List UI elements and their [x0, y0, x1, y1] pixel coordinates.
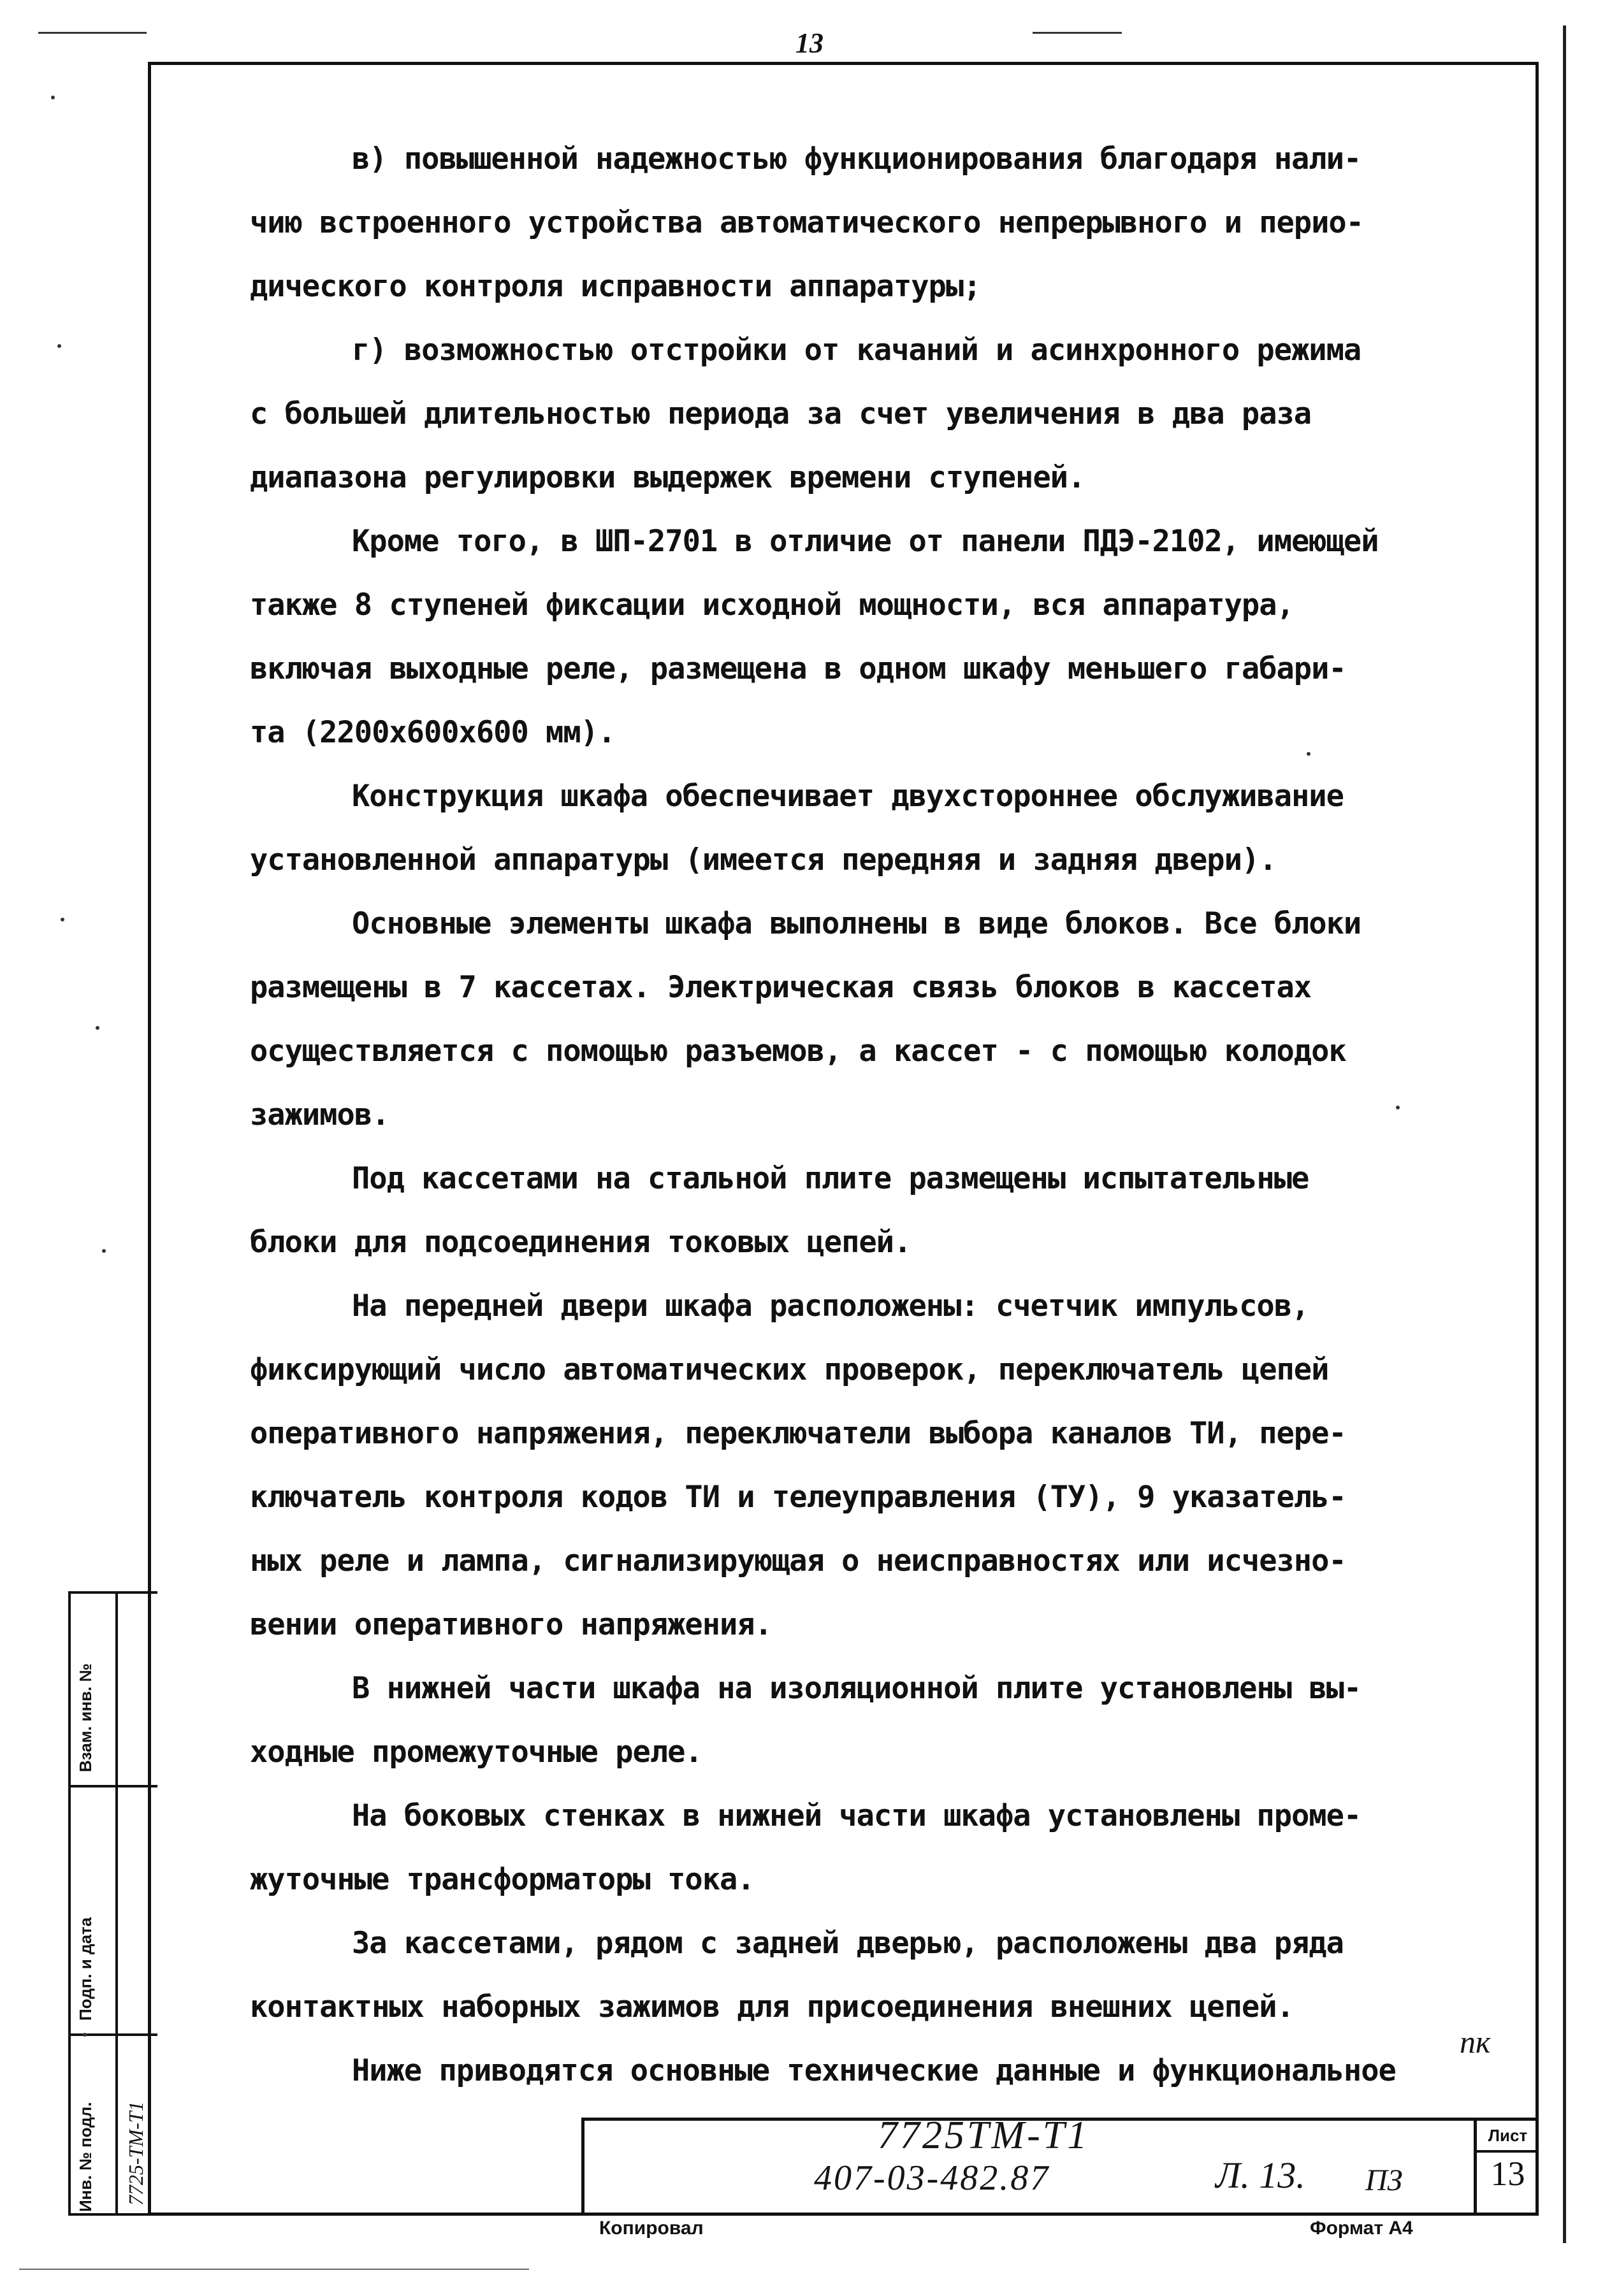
- right-edge-rule: [1563, 25, 1566, 2243]
- side-stamp-row: [71, 1785, 157, 1787]
- text-line: чию встроенного устройства автоматического непрерывного и перио-: [250, 205, 1363, 240]
- text-line: Конструкция шкафа обеспечивает двухстороннее обслуживание: [352, 779, 1344, 814]
- text-line: дического контроля исправности аппаратуры;: [250, 269, 981, 304]
- text-line: в) повышенной надежностью функционирования благодаря нали-: [352, 141, 1361, 177]
- text-line: включая выходные реле, размещена в одном шкафу меньшего габари-: [250, 651, 1346, 686]
- side-handwritten-inv: 7725-ТМ-Т1: [124, 2101, 147, 2206]
- text-line: На боковых стенках в нижней части шкафа установлены проме-: [352, 1798, 1361, 1833]
- text-line: В нижней части шкафа на изоляционной плите установлены вы-: [352, 1671, 1361, 1706]
- text-line: На передней двери шкафа расположены: счетчик импульсов,: [352, 1289, 1309, 1324]
- title-code-bottom: 407-03-482.87: [814, 2158, 1050, 2198]
- side-label-replace-inv: Взам. инв. №: [76, 1663, 95, 1772]
- text-line: За кассетами, рядом с задней дверью, расположены два ряда: [352, 1926, 1344, 1961]
- margin-note: пк: [1460, 2024, 1491, 2060]
- side-stamp: [68, 1591, 157, 2216]
- text-line: г) возможностью отстройки от качаний и асинхронного режима: [352, 333, 1361, 368]
- scan-speck: [1396, 1106, 1400, 1109]
- text-line: Кроме того, в ШП-2701 в отличие от панели ПДЭ-2102, имеющей: [352, 524, 1379, 559]
- text-line: та (2200х600х600 мм).: [250, 715, 616, 750]
- title-sheet-note: Л. 13.: [1216, 2155, 1305, 2196]
- footer-format: Формат А4: [1310, 2218, 1413, 2239]
- title-block: [581, 2114, 1539, 2216]
- scan-speck: [57, 344, 61, 348]
- text-line: зажимов.: [250, 1097, 389, 1132]
- body-text: [250, 127, 1525, 2103]
- text-line: ных реле и лампа, сигнализирующая о неисправностях или исчезно-: [250, 1543, 1346, 1578]
- text-line: Основные элементы шкафа выполнены в виде блоков. Все блоки: [352, 906, 1361, 941]
- text-line: жуточные трансформаторы тока.: [250, 1862, 755, 1897]
- top-scan-dash: [38, 32, 147, 34]
- text-line: Под кассетами на стальной плите размещены испытательные: [352, 1161, 1309, 1196]
- text-line: Ниже приводятся основные технические данные и функциональное: [352, 2053, 1396, 2088]
- text-line: также 8 ступеней фиксации исходной мощности, вся аппаратура,: [250, 588, 1294, 623]
- text-line: размещены в 7 кассетах. Электрическая связь блоков в кассетах: [250, 970, 1312, 1005]
- scan-speck: [61, 918, 64, 921]
- text-line: установленной аппаратуры (имеется передняя и задняя двери).: [250, 842, 1277, 877]
- sheet-label: Лист: [1477, 2121, 1539, 2153]
- side-stamp-divider: [115, 1594, 118, 2213]
- scan-speck: [1307, 752, 1310, 756]
- text-line: диапазона регулировки выдержек времени ступеней.: [250, 460, 1085, 495]
- footer-copied: Копировал: [599, 2218, 704, 2239]
- scan-speck: [51, 96, 55, 99]
- side-label-original-inv: Инв. № подл.: [76, 2102, 95, 2212]
- title-code-top: 7725ТМ-Т1: [878, 2114, 1090, 2157]
- text-line: осуществляется с помощью разъемов, а кассет - с помощью колодок: [250, 1034, 1346, 1069]
- text-line: с большей длительностью периода за счет увеличения в два раза: [250, 396, 1312, 431]
- text-line: блоки для подсоединения токовых цепей.: [250, 1225, 911, 1260]
- text-line: фиксирующий число автоматических проверок, переключатель цепей: [250, 1352, 1329, 1387]
- text-line: ходные промежуточные реле.: [250, 1735, 702, 1770]
- top-scan-dash: [1033, 32, 1122, 34]
- scan-speck: [83, 2033, 87, 2037]
- scan-speck: [96, 1026, 99, 1030]
- scan-speck: [102, 1249, 106, 1253]
- page-number: 13: [795, 27, 824, 59]
- text-line: оперативного напряжения, переключатели выбора каналов ТИ, пере-: [250, 1416, 1346, 1451]
- text-line: вении оперативного напряжения.: [250, 1607, 772, 1642]
- title-doc-type: ПЗ: [1365, 2163, 1403, 2197]
- sheet-cell: [1474, 2121, 1539, 2216]
- text-line: ключатель контроля кодов ТИ и телеуправления (ТУ), 9 указатель-: [250, 1480, 1346, 1515]
- side-label-signature-date: Подп. и дата: [76, 1917, 95, 2021]
- bottom-scan-dash: [19, 2269, 529, 2270]
- text-line: контактных наборных зажимов для присоединения внешних цепей.: [250, 1989, 1294, 2025]
- sheet-number: 13: [1490, 2155, 1525, 2193]
